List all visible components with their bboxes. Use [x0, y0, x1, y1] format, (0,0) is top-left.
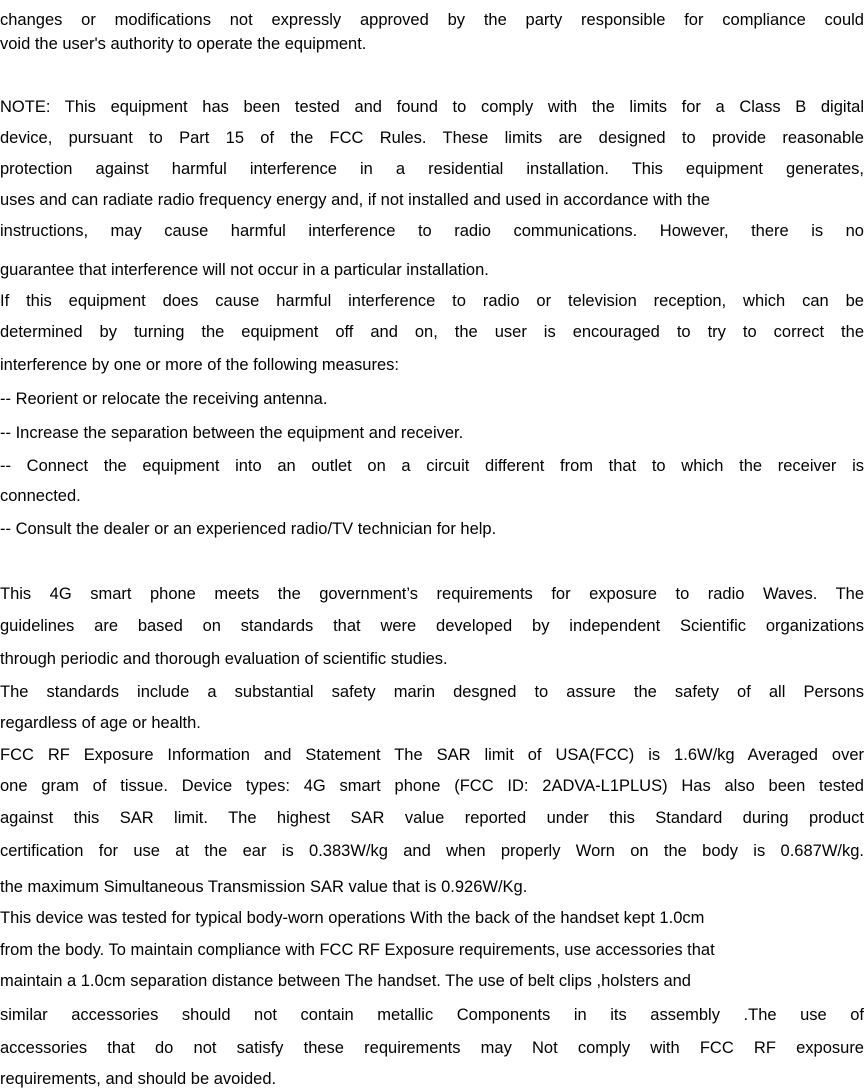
text-line: determined by turning the equipment off and on, the user is encouraged to try to correct the — [0, 323, 864, 341]
text-line: one gram of tissue. Device types: 4G smart phone (FCC ID: 2ADVA-L1PLUS) Has also been tested — [0, 777, 864, 795]
text-line: through periodic and thorough evaluation of scientific studies. — [0, 650, 448, 668]
text-line: guarantee that interference will not occur in a particular installation. — [0, 261, 489, 279]
text-line: guidelines are based on standards that were developed by independent Scientific organizations — [0, 617, 864, 635]
text-line: accessories that do not satisfy these requirements may Not comply with FCC RF exposure — [0, 1039, 864, 1057]
text-line: This 4G smart phone meets the government’s requirements for exposure to radio Waves. The — [0, 585, 864, 603]
text-line: -- Reorient or relocate the receiving antenna. — [0, 390, 328, 408]
text-line: The standards include a substantial safety marin desgned to assure the safety of all Persons — [0, 683, 864, 701]
text-line: -- Consult the dealer or an experienced radio/TV technician for help. — [0, 520, 497, 538]
text-line: maintain a 1.0cm separation distance between The handset. The use of belt clips ,holsters and — [0, 972, 691, 990]
text-line: instructions, may cause harmful interference to radio communications. However, there is no — [0, 222, 864, 240]
text-line: -- Connect the equipment into an outlet on a circuit different from that to which the receiver is — [0, 457, 864, 475]
text-line: -- Increase the separation between the equipment and receiver. — [0, 424, 464, 442]
text-line: device, pursuant to Part 15 of the FCC Rules. These limits are designed to provide reasonable — [0, 129, 864, 147]
text-line: certification for use at the ear is 0.383W/kg and when properly Worn on the body is 0.687W/kg. — [0, 842, 864, 860]
text-line: FCC RF Exposure Information and Statement The SAR limit of USA(FCC) is 1.6W/kg Averaged over — [0, 746, 864, 764]
text-line: similar accessories should not contain metallic Components in its assembly .The use of — [0, 1006, 864, 1024]
text-line: requirements, and should be avoided. — [0, 1070, 277, 1088]
text-line: This device was tested for typical body-worn operations With the back of the handset kept 1.0cm — [0, 909, 705, 927]
text-line: from the body. To maintain compliance with FCC RF Exposure requirements, use accessories that — [0, 941, 715, 959]
text-line: protection against harmful interference in a residential installation. This equipment generates, — [0, 160, 864, 178]
text-line: changes or modifications not expressly approved by the party responsible for compliance could — [0, 11, 864, 29]
text-line: void the user's authority to operate the equipment. — [0, 35, 367, 53]
text-line: against this SAR limit. The highest SAR value reported under this Standard during product — [0, 809, 864, 827]
text-line: interference by one or more of the following measures: — [0, 356, 399, 374]
text-line: the maximum Simultaneous Transmission SAR value that is 0.926W/Kg. — [0, 878, 528, 896]
text-line: If this equipment does cause harmful interference to radio or television reception, which can be — [0, 292, 864, 310]
text-line: connected. — [0, 487, 81, 505]
text-line: regardless of age or health. — [0, 714, 201, 732]
text-line: uses and can radiate radio frequency energy and, if not installed and used in accordance with the — [0, 191, 710, 209]
text-line: NOTE: This equipment has been tested and found to comply with the limits for a Class B digital — [0, 98, 864, 116]
